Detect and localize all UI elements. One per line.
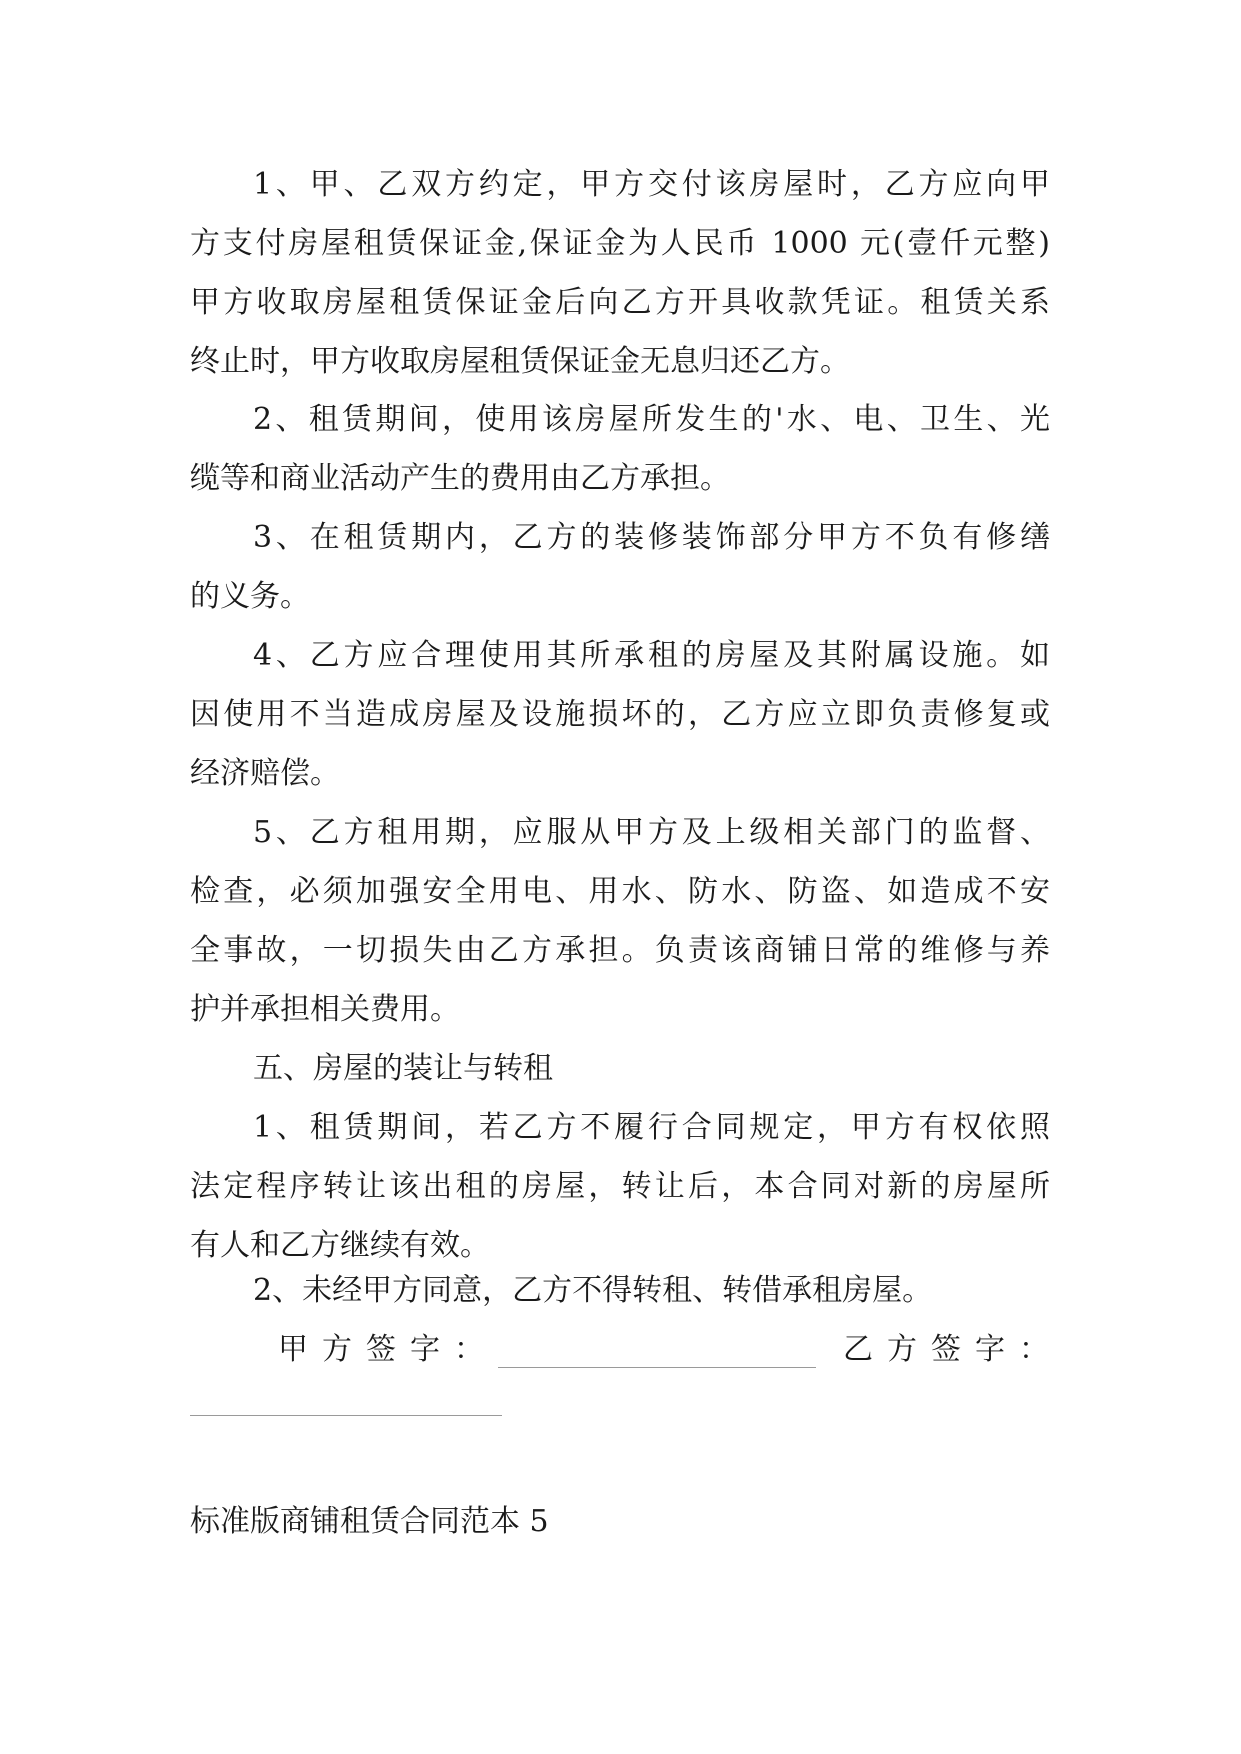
paragraph-6-line-3: 有人和乙方继续有效。 — [190, 1228, 490, 1263]
section-heading: 五、房屋的装让与转租 — [253, 1051, 553, 1086]
paragraph-5-line-3: 全事故，一切损失由乙方承担。负责该商铺日常的维修与养 — [190, 933, 1050, 968]
party-a-signature-label: 甲方签字： — [278, 1332, 498, 1367]
paragraph-1-line-1: 1、甲、乙双方约定，甲方交付该房屋时，乙方应向甲 — [253, 167, 1050, 202]
party-b-signature-field[interactable] — [190, 1415, 502, 1416]
paragraph-4-line-2: 因使用不当造成房屋及设施损坏的，乙方应立即负责修复或 — [190, 697, 1050, 732]
paragraph-2-line-2: 缆等和商业活动产生的费用由乙方承担。 — [190, 461, 730, 496]
paragraph-6-line-2: 法定程序转让该出租的房屋，转让后，本合同对新的房屋所 — [190, 1169, 1050, 1204]
party-b-signature-label: 乙方签字： — [843, 1332, 1063, 1367]
paragraph-3-line-2: 的义务。 — [190, 579, 310, 614]
paragraph-4-line-3: 经济赔偿。 — [190, 756, 340, 791]
paragraph-1-line-3: 甲方收取房屋租赁保证金后向乙方开具收款凭证。租赁关系 — [190, 285, 1050, 320]
signature-row — [253, 1330, 1063, 1370]
next-section-title: 标准版商铺租赁合同范本 5 — [190, 1504, 549, 1539]
paragraph-7-line-1: 2、未经甲方同意，乙方不得转租、转借承租房屋。 — [253, 1273, 933, 1308]
paragraph-5-line-2: 检查，必须加强安全用电、用水、防水、防盗、如造成不安 — [190, 874, 1050, 909]
paragraph-5-line-1: 5、乙方租用期，应服从甲方及上级相关部门的监督、 — [253, 815, 1050, 850]
paragraph-2-line-1: 2、租赁期间，使用该房屋所发生的'水、电、卫生、光 — [253, 402, 1050, 437]
paragraph-3-line-1: 3、在租赁期内，乙方的装修装饰部分甲方不负有修缮 — [253, 520, 1050, 555]
paragraph-1-line-2: 方支付房屋租赁保证金,保证金为人民币 1000 元(壹仟元整) — [190, 226, 1050, 261]
paragraph-6-line-1: 1、租赁期间，若乙方不履行合同规定，甲方有权依照 — [253, 1110, 1050, 1145]
paragraph-5-line-4: 护并承担相关费用。 — [190, 992, 460, 1027]
paragraph-4-line-1: 4、乙方应合理使用其所承租的房屋及其附属设施。如 — [253, 638, 1050, 673]
party-a-signature-field[interactable] — [498, 1367, 816, 1368]
paragraph-1-line-4: 终止时，甲方收取房屋租赁保证金无息归还乙方。 — [190, 344, 850, 379]
